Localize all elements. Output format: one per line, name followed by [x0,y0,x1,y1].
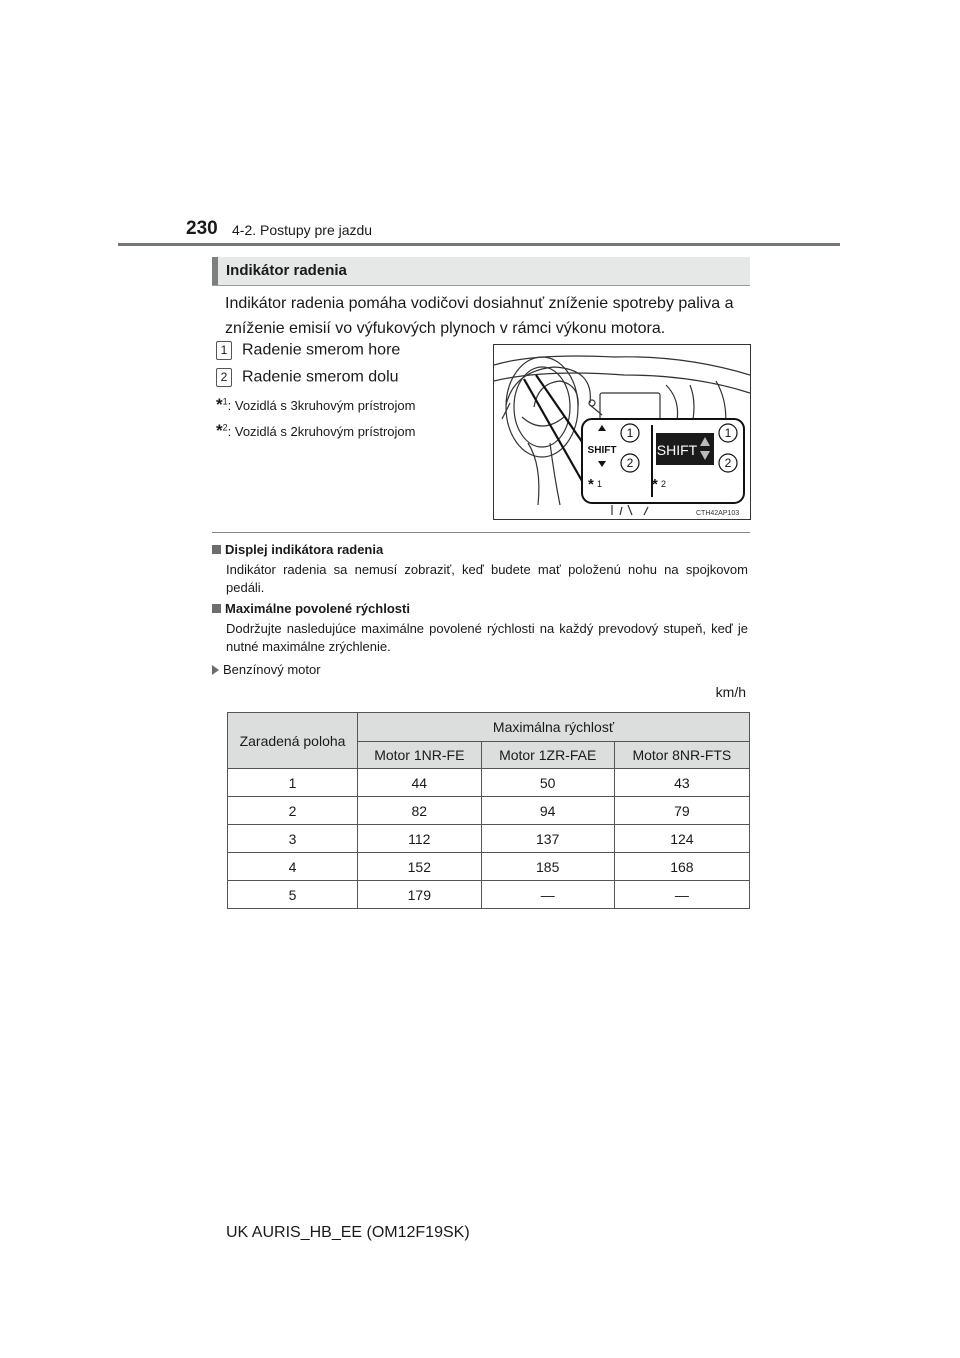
table-row [228,797,750,825]
table-cell: 185 [481,853,614,881]
column-header-engine: Motor 1ZR-FAE [481,742,614,769]
callout-2-large: 2 [724,456,732,470]
table-row [228,769,750,797]
table-cell: 137 [481,825,614,853]
callout-1-small: 1 [626,426,634,440]
table-cell: 168 [614,853,749,881]
table-cell: 4 [228,853,358,881]
title-bar [212,257,750,286]
table-cell: 124 [614,825,749,853]
table-row [228,853,750,881]
table-cell: 1 [228,769,358,797]
subheading-petrol-engine: Benzínový motor [212,662,321,677]
unit-label: km/h [715,684,746,700]
table-cell: 79 [614,797,749,825]
footnote-number: 2 [222,422,228,433]
footnote-3-dial [216,395,416,415]
table-cell: 43 [614,769,749,797]
title-accent [212,257,218,285]
footnote-number: 1 [222,396,228,407]
section-divider [212,532,750,533]
column-group-max-speed: Maximálna rýchlosť [358,713,750,742]
footnote-2-dial [216,421,416,441]
legend-text: Radenie smerom dolu [242,368,399,386]
shift-indicator-large: SHIFT [656,442,698,458]
table-cell: 50 [481,769,614,797]
bullet-square-icon [212,545,221,554]
display-paragraph: Indikátor radenia sa nemusí zobraziť, keď budete mať položenú nohu na spojkovom pedáli. [226,562,748,595]
table-cell: 3 [228,825,358,853]
document-code-footer: UK AURIS_HB_EE (OM12F19SK) [226,1224,470,1241]
footnote-text: : Vozidlá s 2kruhovým prístrojom [227,424,416,439]
callout-1-large: 1 [724,426,732,440]
triangle-bullet-icon [212,665,219,675]
page-number: 230 [186,218,218,239]
asterisk: * [216,395,223,414]
heading-display: Displej indikátora radenia [212,542,383,557]
figure-code: CTH42AP103 [696,510,740,517]
callout-number: 2 [216,368,232,387]
asterisk: * [216,421,223,440]
callout-2-small: 2 [626,456,634,470]
callout-number: 1 [216,341,232,360]
dashboard-illustration [493,344,751,520]
footnote-text: : Vozidlá s 3kruhovým prístrojom [227,398,416,413]
heading-max-speeds: Maximálne povolené rýchlosti [212,601,410,616]
table-cell: — [481,881,614,909]
dashboard-drawing [494,345,750,519]
legend-item-upshift [216,341,400,360]
intro-paragraph: Indikátor radenia pomáha vodičovi dosiahnuť zníženie spotreby paliva a zníženie emisií vo výfukových plynoch v rámci výkonu motora. [225,295,734,337]
table-row [228,825,750,853]
bullet-square-icon [212,604,221,613]
figure-sup-1: 1 [597,479,603,489]
table-cell: 44 [358,769,482,797]
table-cell: 2 [228,797,358,825]
column-header-engine: Motor 8NR-FTS [614,742,749,769]
shift-indicator-small: SHIFT [587,445,617,456]
table-cell: — [614,881,749,909]
table-cell: 94 [481,797,614,825]
page-title: Indikátor radenia [226,262,347,279]
max-speed-table [227,712,750,909]
table-cell: 179 [358,881,482,909]
column-header-gear: Zaradená poloha [228,713,358,769]
table-cell: 82 [358,797,482,825]
header-rule [118,243,840,246]
figure-asterisk-2: * [652,476,658,493]
table-cell: 152 [358,853,482,881]
figure-sup-2: 2 [661,479,667,489]
table-cell: 112 [358,825,482,853]
table-cell: 5 [228,881,358,909]
legend-text: Radenie smerom hore [242,341,401,359]
table-row [228,881,750,909]
column-header-engine: Motor 1NR-FE [358,742,482,769]
running-section-title: 4-2. Postupy pre jazdu [232,222,373,238]
max-speeds-paragraph: Dodržujte nasledujúce maximálne povolené rýchlosti na každý prevodový stupeň, keď je nutné maximálne zrýchlenie. [226,621,748,654]
figure-asterisk-1: * [588,476,594,493]
legend-item-downshift [216,368,399,387]
